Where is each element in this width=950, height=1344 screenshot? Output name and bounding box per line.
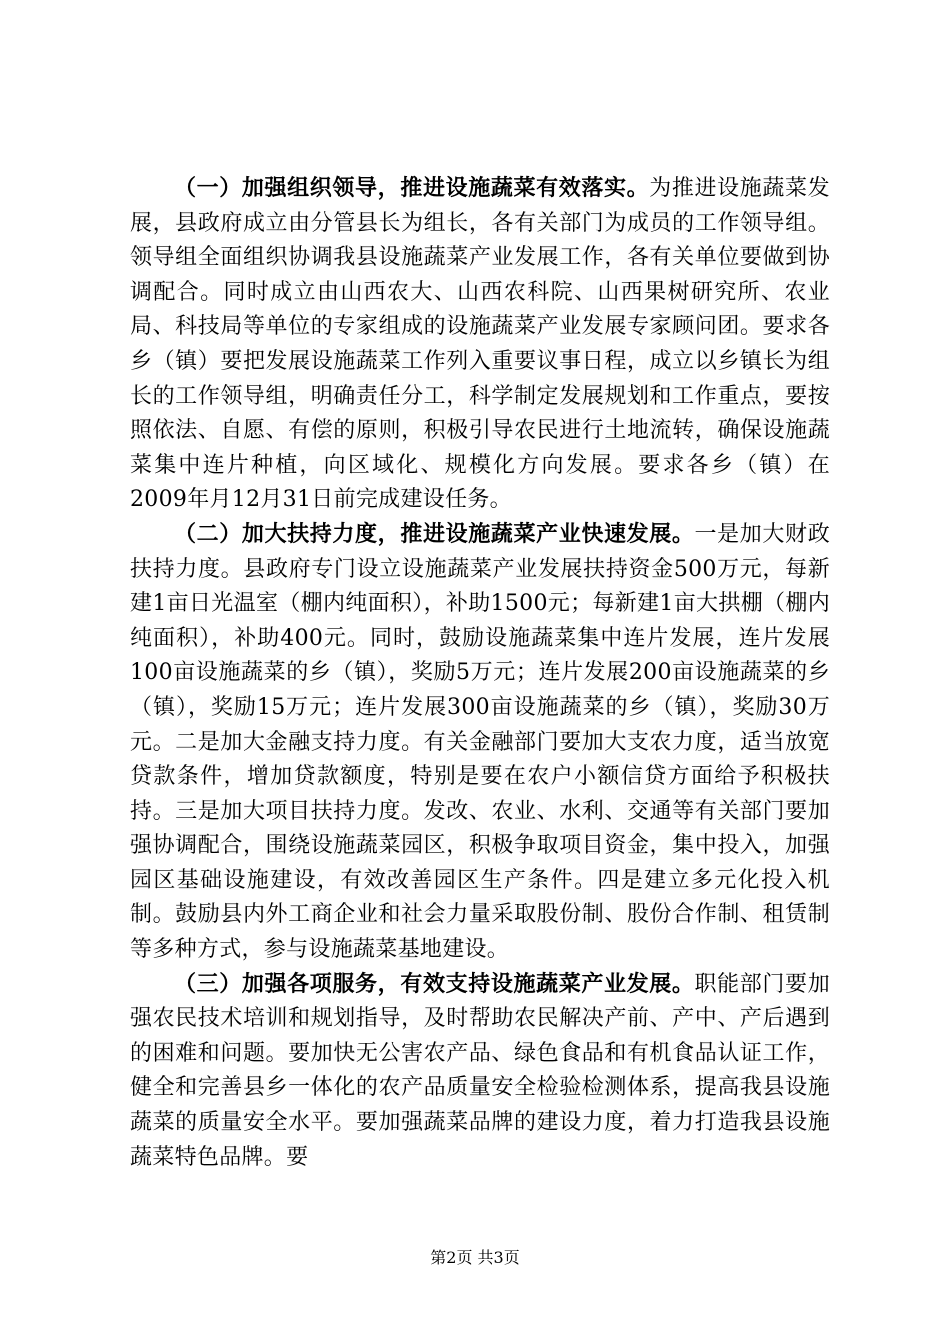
paragraph-1-heading: （一）加强组织领导，推进设施蔬菜有效落实。 <box>174 176 650 201</box>
paragraph-3-heading: （三）加强各项服务，有效支持设施蔬菜产业发展。 <box>174 971 695 997</box>
paragraph-1-body: 为推进设施蔬菜发展，县政府成立由分管县长为组长，各有关部门为成员的工作领导组。领导组全面组织协调我县设施蔬菜产业发展工作，各有关单位要做到协调配合。同时成立由山西农大、山西农科院、山西果树研究所、农业局、科技局等单位的专家组成的设施蔬菜产业发展专家顾问团。要求各乡（镇）要把发展设施蔬菜工作列入重要议事日程，成立以乡镇长为组长的工作领导组，明确责任分工，科学制定发展规划和工作重点，要按照依法、自愿、有偿的原则，积极引导农民进行土地流转，确保设施蔬菜集中连片种植，向区域化、规模化方向发展。要求各乡（镇）在2009年月12月31日前完成建设任务。 <box>130 176 830 513</box>
page-number-footer: 第2页 共3页 <box>430 1248 520 1267</box>
document-body <box>130 172 830 1175</box>
paragraph-2-heading: （二）加大扶持力度，推进设施蔬菜产业快速发展。 <box>174 521 695 547</box>
paragraph-2-body: 一是加大财政扶持力度。县政府专门设立设施蔬菜产业发展扶持资金500万元，每新建1亩日光温室（棚内纯面积），补助1500元；每新建1亩大拱棚（棚内纯面积），补助400元。同时，鼓励设施蔬菜集中连片发展，连片发展100亩设施蔬菜的乡（镇），奖励5万元；连片发展200亩设施蔬菜的乡（镇），奖励15万元；连片发展300亩设施蔬菜的乡（镇），奖励30万元。二是加大金融支持力度。有关金融部门要加大支农力度，适当放宽贷款条件，增加贷款额度，特别是要在农户小额信贷方面给予积极扶持。三是加大项目扶持力度。发改、农业、水利、交通等有关部门要加强协调配合，围绕设施蔬菜园区，积极争取项目资金，集中投入，加强园区基础设施建设，有效改善园区生产条件。四是建立多元化投入机制。鼓励县内外工商企业和社会力量采取股份制、股份合作制、租赁制等多种方式，参与设施蔬菜基地建设。 <box>130 521 830 963</box>
paragraph-1 <box>130 172 830 518</box>
paragraph-3 <box>130 968 830 1176</box>
paragraph-3-body: 职能部门要加强农民技术培训和规划指导，及时帮助农民解决产前、产中、产后遇到的困难和问题。要加快无公害农产品、绿色食品和有机食品认证工作，健全和完善县乡一体化的农产品质量安全检验检测体系，提高我县设施蔬菜的质量安全水平。要加强蔬菜品牌的建设力度，着力打造我县设施蔬菜特色品牌。要 <box>130 971 830 1170</box>
paragraph-2 <box>130 518 830 968</box>
